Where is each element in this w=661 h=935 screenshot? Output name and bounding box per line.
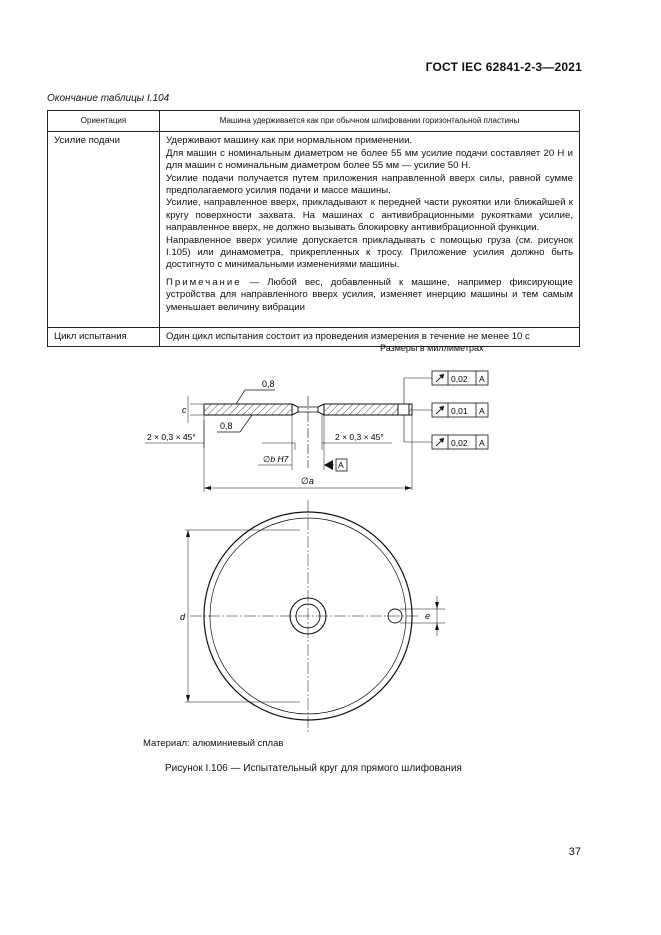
standard-header: ГОСТ IEC 62841-2-3—2021 bbox=[425, 60, 582, 74]
paragraph: Направленное вверх усилие допускается прикладывать с помощью груза (см. рисунок I.105) или динамометра, прикрепленных к тросу. Приложение усилия должно быть достигнуто с минимальными изменениями машины. bbox=[166, 234, 573, 271]
figure-caption: Рисунок I.106 — Испытательный круг для прямого шлифования bbox=[165, 763, 462, 774]
header-cell-orientation: Ориентация bbox=[48, 111, 160, 132]
label-chamfer-bottom: 0,8 bbox=[220, 421, 233, 431]
tolerance-datum: A bbox=[479, 406, 485, 416]
datum-triangle bbox=[324, 460, 333, 470]
label-d: d bbox=[180, 612, 186, 622]
tolerance-frame-1 bbox=[432, 371, 488, 385]
dimensions-note: Размеры в миллиметрах bbox=[380, 343, 484, 353]
label-chamfer-left: 2 × 0,3 × 45° bbox=[147, 432, 196, 442]
label-chamfer-right: 2 × 0,3 × 45° bbox=[335, 432, 384, 442]
paragraph: Усилие подачи получается путем приложения направленной вверх силы, равной сумме предполагаемого усилия подачи и массе машины. bbox=[166, 172, 573, 197]
paragraph: Удерживают машину как при нормальном применении. bbox=[166, 135, 413, 147]
plan-view bbox=[185, 500, 445, 732]
paragraph: Для машин с номинальным диаметром не более 55 мм усилие подачи составляет 20 Н и для машин с номинальным диаметром более 55 мм — усилие 50 Н. bbox=[166, 147, 573, 172]
label-c: c bbox=[182, 405, 187, 415]
paragraph: Усилие, направленное вверх, прикладывают к передней части рукоятки или ближайшей к кругу поверхности захвата. На машинах с антивибрационными рукоятками усилие, направленное вверх, не должно вызывать блокировку антивибрационной функции. bbox=[166, 197, 573, 234]
tolerance-frame-2 bbox=[432, 403, 488, 417]
tolerance-value: 0,01 bbox=[451, 406, 468, 416]
tolerance-value: 0,02 bbox=[451, 374, 468, 384]
note-label: Примечание bbox=[166, 276, 242, 288]
row-content-test-cycle: Один цикл испытания состоит из проведения измерения в течение не менее 10 с bbox=[160, 327, 580, 346]
row-label-feed-force: Усилие подачи bbox=[48, 132, 160, 327]
label-datum: A bbox=[338, 460, 344, 470]
label-e: e bbox=[425, 611, 431, 621]
section-e-hole bbox=[398, 404, 409, 415]
note-text: — Любой вес, добавленный к машине, например фиксирующие устройства для направленного вверх усилия, изменяет инерцию машины и тем самым уменьшает величину вибрации bbox=[166, 276, 573, 313]
material-note: Материал: алюминиевый сплав bbox=[143, 738, 284, 749]
bore-chamfer-left bbox=[292, 404, 298, 415]
section-left-half bbox=[204, 404, 292, 415]
bore-chamfer-right bbox=[318, 404, 324, 415]
page-number: 37 bbox=[568, 846, 581, 858]
tolerance-datum: A bbox=[479, 438, 485, 448]
row-label-test-cycle: Цикл испытания bbox=[48, 327, 160, 346]
header-cell-mode: Машина удерживается как при обычном шлифовании горизонтальной пластины bbox=[160, 111, 580, 132]
tolerance-frame-3 bbox=[432, 435, 488, 449]
label-diameter-a: ∅a bbox=[301, 476, 314, 486]
label-bore: ∅b H7 bbox=[263, 454, 289, 464]
label-chamfer-top: 0,8 bbox=[262, 379, 275, 389]
tolerance-value: 0,02 bbox=[451, 438, 468, 448]
tolerance-datum: A bbox=[479, 374, 485, 384]
table-caption: Окончание таблицы I.104 bbox=[47, 93, 170, 104]
